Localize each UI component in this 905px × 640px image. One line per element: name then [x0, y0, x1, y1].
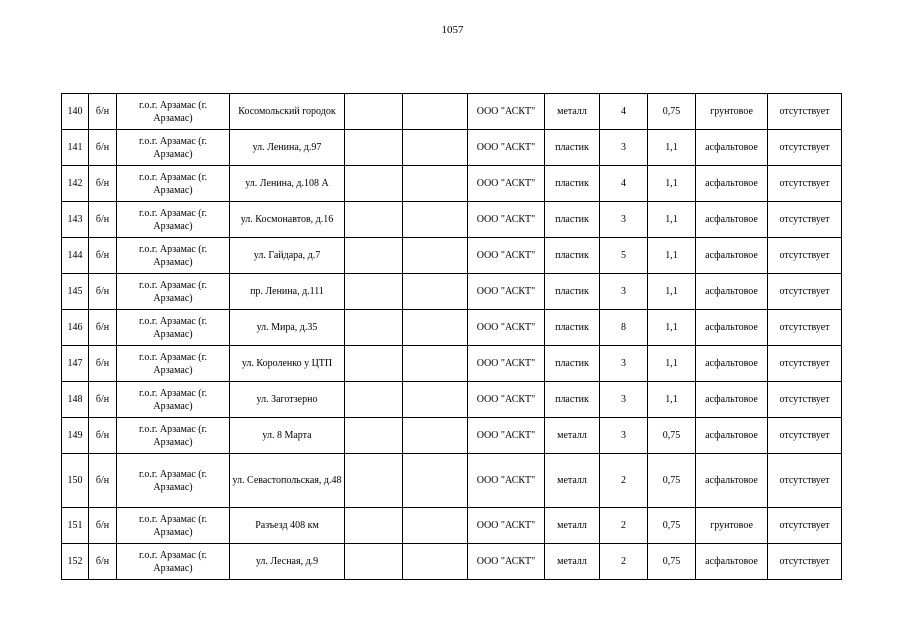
cell-container-count: 4 — [600, 166, 648, 202]
cell-surface-type: асфальтовое — [696, 544, 768, 580]
cell-surface-type: асфальтовое — [696, 202, 768, 238]
cell-container-count: 2 — [600, 454, 648, 508]
cell-empty-a — [345, 418, 403, 454]
cell-document: б/н — [89, 310, 117, 346]
cell-address: пр. Ленина, д.111 — [230, 274, 345, 310]
cell-surface-type: асфальтовое — [696, 238, 768, 274]
table-row — [62, 274, 842, 310]
cell-container-material: металл — [545, 508, 600, 544]
cell-empty-b — [403, 454, 468, 508]
cell-address: ул. Гайдара, д.7 — [230, 238, 345, 274]
cell-municipality: г.о.г. Арзамас (г. Арзамас) — [117, 346, 230, 382]
cell-document: б/н — [89, 418, 117, 454]
cell-container-material: пластик — [545, 238, 600, 274]
cell-fence: отсутствует — [768, 202, 842, 238]
cell-municipality: г.о.г. Арзамас (г. Арзамас) — [117, 274, 230, 310]
cell-document: б/н — [89, 382, 117, 418]
cell-municipality: г.о.г. Арзамас (г. Арзамас) — [117, 130, 230, 166]
cell-empty-b — [403, 310, 468, 346]
cell-container-material: металл — [545, 544, 600, 580]
table-row — [62, 544, 842, 580]
cell-container-volume: 1,1 — [648, 202, 696, 238]
cell-municipality: г.о.г. Арзамас (г. Арзамас) — [117, 202, 230, 238]
cell-document: б/н — [89, 238, 117, 274]
table-row — [62, 202, 842, 238]
cell-operator: ООО "АСКТ" — [468, 238, 545, 274]
page-number: 1057 — [441, 24, 464, 36]
cell-operator: ООО "АСКТ" — [468, 508, 545, 544]
cell-row-number: 148 — [62, 382, 89, 418]
cell-operator: ООО "АСКТ" — [468, 418, 545, 454]
cell-municipality: г.о.г. Арзамас (г. Арзамас) — [117, 166, 230, 202]
cell-document: б/н — [89, 166, 117, 202]
cell-container-count: 3 — [600, 130, 648, 166]
cell-municipality: г.о.г. Арзамас (г. Арзамас) — [117, 508, 230, 544]
cell-document: б/н — [89, 274, 117, 310]
cell-operator: ООО "АСКТ" — [468, 130, 545, 166]
cell-empty-b — [403, 508, 468, 544]
cell-container-volume: 0,75 — [648, 94, 696, 130]
cell-fence: отсутствует — [768, 274, 842, 310]
cell-operator: ООО "АСКТ" — [468, 94, 545, 130]
cell-document: б/н — [89, 130, 117, 166]
cell-document: б/н — [89, 544, 117, 580]
cell-row-number: 144 — [62, 238, 89, 274]
cell-container-material: металл — [545, 94, 600, 130]
cell-container-count: 3 — [600, 202, 648, 238]
cell-row-number: 141 — [62, 130, 89, 166]
cell-document: б/н — [89, 202, 117, 238]
cell-empty-a — [345, 94, 403, 130]
cell-container-volume: 1,1 — [648, 382, 696, 418]
cell-empty-a — [345, 202, 403, 238]
cell-container-count: 4 — [600, 94, 648, 130]
cell-fence: отсутствует — [768, 508, 842, 544]
cell-container-material: пластик — [545, 202, 600, 238]
cell-container-material: пластик — [545, 382, 600, 418]
cell-fence: отсутствует — [768, 346, 842, 382]
cell-operator: ООО "АСКТ" — [468, 310, 545, 346]
cell-empty-b — [403, 202, 468, 238]
cell-row-number: 142 — [62, 166, 89, 202]
cell-row-number: 140 — [62, 94, 89, 130]
cell-container-material: пластик — [545, 130, 600, 166]
cell-container-volume: 1,1 — [648, 130, 696, 166]
cell-container-count: 8 — [600, 310, 648, 346]
cell-empty-a — [345, 508, 403, 544]
cell-surface-type: асфальтовое — [696, 382, 768, 418]
table-row — [62, 94, 842, 130]
cell-container-volume: 0,75 — [648, 418, 696, 454]
cell-address: ул. Лесная, д.9 — [230, 544, 345, 580]
table-row — [62, 310, 842, 346]
cell-empty-a — [345, 238, 403, 274]
cell-fence: отсутствует — [768, 454, 842, 508]
cell-container-count: 3 — [600, 346, 648, 382]
cell-empty-b — [403, 382, 468, 418]
cell-container-volume: 1,1 — [648, 274, 696, 310]
cell-municipality: г.о.г. Арзамас (г. Арзамас) — [117, 310, 230, 346]
cell-empty-b — [403, 94, 468, 130]
cell-container-volume: 1,1 — [648, 310, 696, 346]
cell-row-number: 152 — [62, 544, 89, 580]
cell-container-volume: 1,1 — [648, 166, 696, 202]
cell-container-volume: 0,75 — [648, 544, 696, 580]
cell-row-number: 149 — [62, 418, 89, 454]
cell-operator: ООО "АСКТ" — [468, 166, 545, 202]
cell-container-volume: 0,75 — [648, 454, 696, 508]
cell-container-material: пластик — [545, 346, 600, 382]
cell-municipality: г.о.г. Арзамас (г. Арзамас) — [117, 418, 230, 454]
cell-container-material: металл — [545, 454, 600, 508]
cell-container-volume: 1,1 — [648, 346, 696, 382]
table-row — [62, 382, 842, 418]
table-row — [62, 346, 842, 382]
cell-municipality: г.о.г. Арзамас (г. Арзамас) — [117, 238, 230, 274]
table-row — [62, 508, 842, 544]
table-row — [62, 238, 842, 274]
cell-empty-b — [403, 346, 468, 382]
cell-operator: ООО "АСКТ" — [468, 544, 545, 580]
cell-empty-b — [403, 238, 468, 274]
cell-container-count: 2 — [600, 508, 648, 544]
cell-fence: отсутствует — [768, 310, 842, 346]
cell-address: ул. 8 Марта — [230, 418, 345, 454]
cell-municipality: г.о.г. Арзамас (г. Арзамас) — [117, 94, 230, 130]
cell-operator: ООО "АСКТ" — [468, 274, 545, 310]
cell-row-number: 151 — [62, 508, 89, 544]
cell-surface-type: асфальтовое — [696, 274, 768, 310]
cell-container-material: пластик — [545, 166, 600, 202]
cell-row-number: 147 — [62, 346, 89, 382]
cell-address: Косомольский городок — [230, 94, 345, 130]
cell-fence: отсутствует — [768, 130, 842, 166]
table-row — [62, 454, 842, 508]
cell-container-volume: 0,75 — [648, 508, 696, 544]
cell-address: ул. Ленина, д.97 — [230, 130, 345, 166]
cell-container-count: 3 — [600, 382, 648, 418]
cell-empty-b — [403, 274, 468, 310]
cell-row-number: 150 — [62, 454, 89, 508]
cell-empty-b — [403, 130, 468, 166]
cell-surface-type: грунтовое — [696, 508, 768, 544]
cell-operator: ООО "АСКТ" — [468, 202, 545, 238]
cell-surface-type: асфальтовое — [696, 166, 768, 202]
cell-document: б/н — [89, 94, 117, 130]
cell-container-count: 3 — [600, 418, 648, 454]
cell-empty-a — [345, 274, 403, 310]
cell-address: ул. Короленко у ЦТП — [230, 346, 345, 382]
cell-fence: отсутствует — [768, 418, 842, 454]
cell-fence: отсутствует — [768, 382, 842, 418]
cell-empty-a — [345, 310, 403, 346]
cell-container-material: пластик — [545, 274, 600, 310]
cell-surface-type: асфальтовое — [696, 418, 768, 454]
cell-container-count: 3 — [600, 274, 648, 310]
cell-row-number: 145 — [62, 274, 89, 310]
cell-address: ул. Севастопольская, д.48 — [230, 454, 345, 508]
cell-operator: ООО "АСКТ" — [468, 346, 545, 382]
cell-municipality: г.о.г. Арзамас (г. Арзамас) — [117, 454, 230, 508]
cell-surface-type: асфальтовое — [696, 130, 768, 166]
cell-surface-type: асфальтовое — [696, 454, 768, 508]
cell-surface-type: асфальтовое — [696, 310, 768, 346]
cell-address: ул. Ленина, д.108 А — [230, 166, 345, 202]
cell-empty-b — [403, 166, 468, 202]
cell-municipality: г.о.г. Арзамас (г. Арзамас) — [117, 382, 230, 418]
cell-address: Разъезд 408 км — [230, 508, 345, 544]
cell-container-count: 5 — [600, 238, 648, 274]
cell-address: ул. Космонавтов, д.16 — [230, 202, 345, 238]
cell-fence: отсутствует — [768, 166, 842, 202]
cell-municipality: г.о.г. Арзамас (г. Арзамас) — [117, 544, 230, 580]
cell-surface-type: грунтовое — [696, 94, 768, 130]
cell-document: б/н — [89, 454, 117, 508]
cell-container-material: металл — [545, 418, 600, 454]
cell-empty-a — [345, 544, 403, 580]
cell-empty-a — [345, 454, 403, 508]
table-row — [62, 418, 842, 454]
table-row — [62, 130, 842, 166]
cell-row-number: 143 — [62, 202, 89, 238]
cell-empty-a — [345, 346, 403, 382]
cell-surface-type: асфальтовое — [696, 346, 768, 382]
cell-address: ул. Заготзерно — [230, 382, 345, 418]
cell-document: б/н — [89, 346, 117, 382]
cell-operator: ООО "АСКТ" — [468, 382, 545, 418]
cell-empty-a — [345, 382, 403, 418]
cell-fence: отсутствует — [768, 238, 842, 274]
cell-empty-b — [403, 418, 468, 454]
cell-empty-a — [345, 130, 403, 166]
cell-fence: отсутствует — [768, 544, 842, 580]
cell-operator: ООО "АСКТ" — [468, 454, 545, 508]
table-row — [62, 166, 842, 202]
table-body — [62, 94, 842, 580]
cell-empty-a — [345, 166, 403, 202]
cell-row-number: 146 — [62, 310, 89, 346]
cell-container-volume: 1,1 — [648, 238, 696, 274]
cell-empty-b — [403, 544, 468, 580]
registry-table — [61, 93, 842, 580]
cell-fence: отсутствует — [768, 94, 842, 130]
cell-address: ул. Мира, д.35 — [230, 310, 345, 346]
cell-container-count: 2 — [600, 544, 648, 580]
cell-container-material: пластик — [545, 310, 600, 346]
cell-document: б/н — [89, 508, 117, 544]
